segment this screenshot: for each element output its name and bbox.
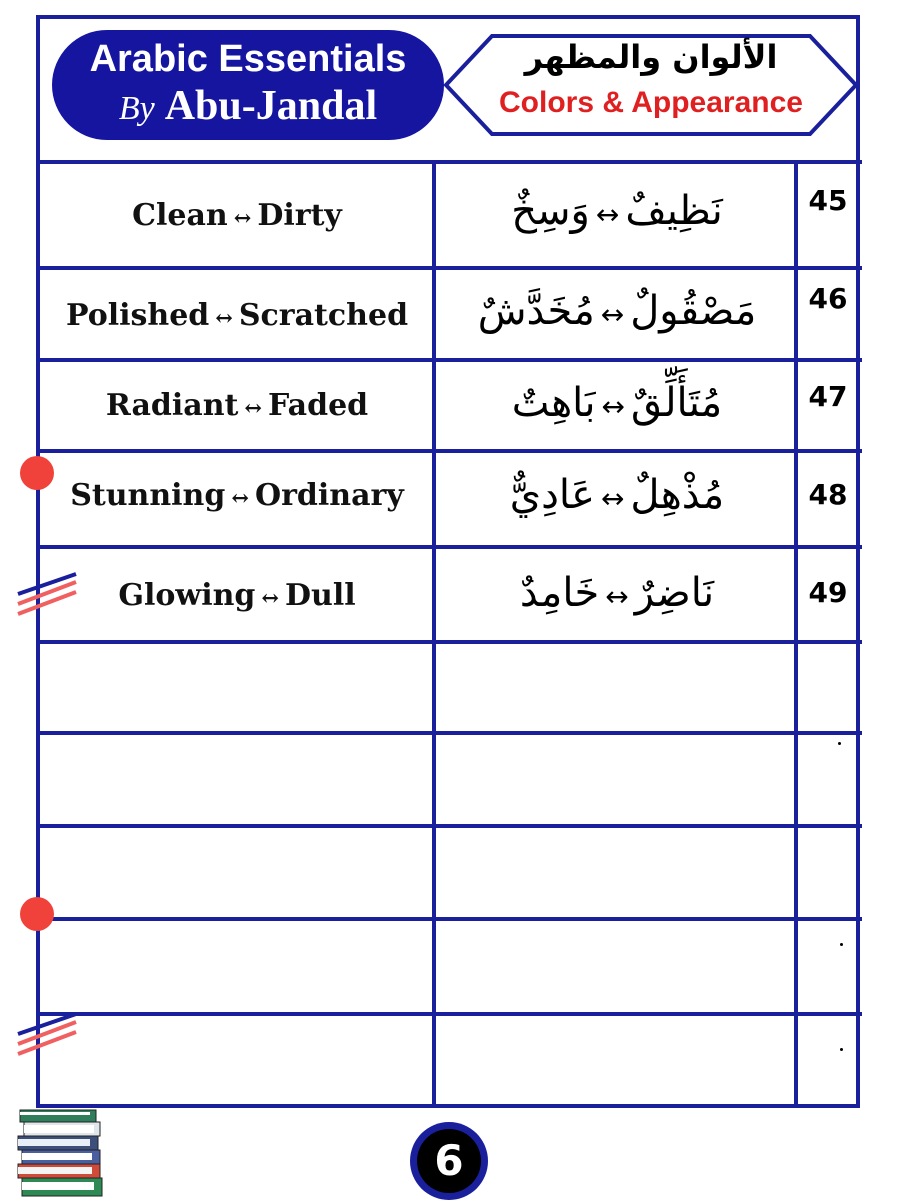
stripe-mark-icon xyxy=(14,570,80,616)
arabic-word: نَظِيفٌ xyxy=(625,188,723,234)
row-number: 47 xyxy=(808,380,848,413)
brand-author: Abu-Jandal xyxy=(164,83,378,129)
double-arrow-icon: ↔ xyxy=(601,390,625,423)
page-number: 6 xyxy=(417,1129,481,1193)
row-divider xyxy=(36,266,862,270)
english-pair xyxy=(40,578,434,613)
brand-title: Arabic Essentials xyxy=(89,38,407,80)
arabic-word: نَاضِرٌ xyxy=(634,570,715,616)
row-divider xyxy=(36,917,862,921)
row-number: 49 xyxy=(808,576,848,609)
arabic-pair xyxy=(438,380,796,426)
double-arrow-icon: ↔ xyxy=(605,580,629,613)
english-word: Dirty xyxy=(257,198,342,233)
speck xyxy=(838,742,841,745)
english-word: Faded xyxy=(268,388,369,423)
page-frame xyxy=(36,15,860,1108)
english-pair xyxy=(40,478,434,513)
arabic-word: وَسِخٌ xyxy=(511,188,590,234)
english-word: Scratched xyxy=(238,298,409,333)
row-divider xyxy=(36,824,862,828)
row-number: 45 xyxy=(808,184,848,217)
row-divider xyxy=(36,1012,862,1016)
english-word: Dull xyxy=(285,578,356,613)
topic-arabic-title: الألوان والمظهر xyxy=(524,38,778,76)
arabic-word: مُتَأَلِّقٌ xyxy=(630,380,723,426)
arabic-pair xyxy=(438,472,796,518)
double-arrow-icon: ↔ xyxy=(244,395,262,420)
topic-english-title: Colors & Appearance xyxy=(499,86,803,119)
double-arrow-icon: ↔ xyxy=(595,198,620,231)
binder-hole-dot xyxy=(20,456,54,490)
row-divider xyxy=(36,160,862,164)
brand-badge xyxy=(52,30,444,140)
english-pair xyxy=(40,388,434,423)
books-stack-icon xyxy=(14,1104,106,1200)
arabic-word: عَادِيٌّ xyxy=(509,472,595,518)
arabic-word: مُخَدَّشٌ xyxy=(477,288,595,334)
row-number: 48 xyxy=(808,478,848,511)
english-word: Polished xyxy=(65,298,210,333)
row-divider xyxy=(36,358,862,362)
arabic-word: مُذْهِلٌ xyxy=(630,472,725,518)
english-pair xyxy=(40,298,434,333)
arabic-word: خَامِدٌ xyxy=(519,570,600,616)
double-arrow-icon: ↔ xyxy=(215,305,233,330)
row-divider xyxy=(36,640,862,644)
english-word: Stunning xyxy=(70,478,226,513)
arabic-pair xyxy=(438,288,796,334)
row-divider xyxy=(36,449,862,453)
double-arrow-icon: ↔ xyxy=(600,298,625,331)
double-arrow-icon: ↔ xyxy=(233,205,252,230)
english-pair xyxy=(40,198,434,233)
speck xyxy=(840,943,843,946)
english-word: Clean xyxy=(132,198,228,233)
brand-by: By xyxy=(118,90,155,127)
row-number: 46 xyxy=(808,282,848,315)
english-word: Glowing xyxy=(118,578,256,613)
page-number-badge xyxy=(410,1122,488,1200)
double-arrow-icon: ↔ xyxy=(600,482,625,515)
arabic-pair xyxy=(438,188,796,234)
binder-hole-dot xyxy=(20,897,54,931)
row-divider xyxy=(36,731,862,735)
double-arrow-icon: ↔ xyxy=(231,485,249,510)
brand-author-line xyxy=(52,82,444,130)
english-word: Ordinary xyxy=(254,478,404,513)
stripe-mark-icon xyxy=(14,1010,80,1056)
arabic-word: بَاهِتٌ xyxy=(511,380,596,426)
arabic-pair xyxy=(438,570,796,616)
speck xyxy=(840,1048,843,1051)
row-divider xyxy=(36,545,862,549)
english-word: Radiant xyxy=(105,388,239,423)
arabic-word: مَصْقُولٌ xyxy=(630,288,757,334)
double-arrow-icon: ↔ xyxy=(261,585,280,610)
